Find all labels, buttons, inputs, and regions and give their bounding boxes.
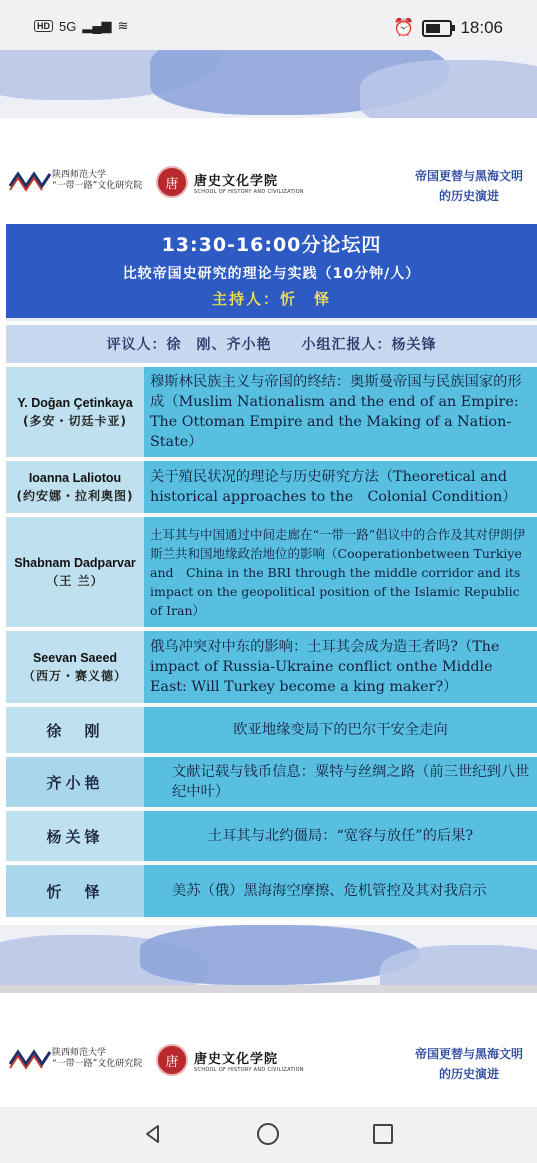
battery-icon — [422, 20, 452, 37]
map-shape — [380, 945, 537, 985]
university-name — [52, 170, 142, 192]
topic-text: 土耳其与北约僵局：“宽容与放任”的后果? — [207, 828, 474, 844]
slide-header — [0, 152, 537, 214]
topic-text: 文献记载与钱币信息：粟特与丝绸之路（前三世纪到八世纪中叶） — [172, 764, 530, 800]
institute-sub: SCHOOL OF HISTORY AND CIVILIZATION — [194, 1066, 304, 1073]
university-logo — [8, 168, 142, 194]
university-line2: “一带一路”文化研究院 — [52, 1059, 143, 1069]
table-row — [6, 865, 537, 917]
topic-text: 土耳其与中国通过中间走廊在“一带一路”倡议中的合作及其对伊朗伊斯兰共和国地缘政治地位的影响（Cooperationbetween Turkiye and China in the BRI through the middle corridor and its impact on the geopolitical position of the Islamic Republic of Iran） — [150, 526, 526, 618]
belt-road-logo-icon — [8, 1046, 52, 1072]
speaker-cell — [6, 367, 144, 457]
table-row — [6, 367, 537, 457]
university-logo — [8, 1046, 142, 1072]
topic-cell — [144, 811, 537, 861]
navigation-bar — [0, 1107, 537, 1163]
topic-cell — [144, 517, 537, 627]
speaker-name-zh: (多安・切廷卡亚) — [23, 413, 127, 428]
session-banner — [6, 224, 537, 321]
map-shape — [360, 60, 537, 118]
conference-title-line1: 帝国更替与黑海文明 — [414, 1047, 523, 1061]
table-row — [6, 707, 537, 753]
speaker-name-zh: （西万・赛义德） — [22, 668, 127, 683]
speaker-name-en: Shabnam Dadparvar — [14, 555, 136, 570]
session-host: 主持人：忻 怿 — [211, 290, 331, 308]
topic-cell — [144, 367, 537, 457]
table-row — [6, 631, 537, 703]
recents-icon — [372, 1123, 394, 1145]
conference-title-line2: 的历史演进 — [438, 189, 499, 203]
cellular-bars-icon: ▂▄▆ — [82, 18, 112, 33]
speaker-cell — [6, 757, 144, 807]
next-slide-header — [0, 1030, 537, 1092]
topic-cell — [144, 865, 537, 917]
university-line1: 陕西师范大学 — [52, 170, 107, 180]
university-line1: 陕西师范大学 — [52, 1048, 107, 1058]
speaker-cell — [6, 461, 144, 513]
topic-cell — [144, 461, 537, 513]
map-background-top — [0, 50, 537, 118]
session-subject: 比较帝国史研究的理论与实践（10分钟/人） — [122, 266, 421, 282]
status-left — [34, 18, 128, 34]
university-line2: “一带一路”文化研究院 — [52, 181, 143, 191]
back-icon — [142, 1123, 164, 1145]
topic-cell — [144, 631, 537, 703]
slide-divider — [0, 985, 537, 993]
institute-name: 唐史文化学院 — [194, 173, 279, 189]
topic-cell — [144, 707, 537, 753]
speaker-name-en: Y. Doğan Çetinkaya — [17, 395, 133, 410]
speaker-name: 齐小艳 — [46, 773, 104, 792]
speaker-name-en: Ioanna Laliotou — [28, 470, 122, 485]
belt-road-logo-icon — [8, 168, 52, 194]
table-row — [6, 757, 537, 807]
seal-icon: 唐 — [156, 166, 188, 198]
speaker-name-en: Seevan Saeed — [32, 650, 118, 665]
status-right — [393, 18, 503, 38]
map-background-bottom — [0, 925, 537, 985]
speaker-cell — [6, 631, 144, 703]
conference-title — [415, 1044, 523, 1084]
wifi-icon: ≋ — [117, 18, 129, 33]
table-row — [6, 517, 537, 627]
speaker-name-zh: （王 兰） — [46, 573, 104, 588]
conference-title — [415, 166, 523, 206]
speaker-name: 忻 怿 — [46, 882, 104, 901]
topic-text: 俄乌冲突对中东的影响：土耳其会成为造王者吗?（The impact of Russia-Ukraine conflict onthe Middle East: Will Turkey become a king maker?） — [150, 639, 500, 695]
institute-name: 唐史文化学院 — [194, 1051, 279, 1067]
topic-text: 美苏（俄）黑海海空摩擦、危机管控及其对我启示 — [172, 883, 487, 899]
speaker-name-zh: (约安娜・拉利奥图) — [16, 488, 134, 503]
clock: 18:06 — [460, 18, 503, 37]
institute-logo — [156, 1044, 304, 1076]
speaker-cell — [6, 707, 144, 753]
university-name — [52, 1048, 142, 1070]
speaker-cell — [6, 865, 144, 917]
alarm-icon: ⏰ — [393, 18, 415, 37]
topic-text: 欧亚地缘变局下的巴尔干安全走向 — [233, 722, 448, 738]
institute-sub: SCHOOL OF HISTORY AND CIVILIZATION — [194, 188, 304, 195]
table-row — [6, 811, 537, 861]
table-row — [6, 461, 537, 513]
topic-text: 关于殖民状况的理论与历史研究方法（Theoretical and historical approaches to the Colonial Condition） — [150, 469, 517, 505]
topic-cell — [144, 757, 537, 807]
home-icon — [256, 1122, 280, 1146]
commentator-row: 评议人：徐 刚、齐小艳 小组汇报人：杨关锋 — [6, 325, 537, 363]
speaker-name: 徐 刚 — [46, 721, 104, 740]
speaker-cell — [6, 517, 144, 627]
topic-text: 穆斯林民族主义与帝国的终结：奥斯曼帝国与民族国家的形成（Muslim Nationalism and the end of an Empire: The Ottoman Empire and the Making of a Nation-State） — [150, 374, 522, 450]
seal-icon: 唐 — [156, 1044, 188, 1076]
back-button[interactable] — [138, 1119, 168, 1149]
schedule-table — [6, 224, 537, 917]
conference-title-line1: 帝国更替与黑海文明 — [414, 169, 523, 183]
conference-title-line2: 的历史演进 — [438, 1067, 499, 1081]
home-button[interactable] — [253, 1119, 283, 1149]
map-shape — [140, 925, 420, 985]
hd-icon: HD — [34, 20, 53, 32]
recents-button[interactable] — [368, 1119, 398, 1149]
institute-logo — [156, 166, 304, 198]
speaker-name: 杨关锋 — [46, 827, 104, 846]
session-time: 13:30-16:00分论坛四 — [161, 234, 382, 256]
status-bar — [0, 0, 537, 50]
speaker-cell — [6, 811, 144, 861]
signal-icon: 5G — [59, 18, 77, 34]
